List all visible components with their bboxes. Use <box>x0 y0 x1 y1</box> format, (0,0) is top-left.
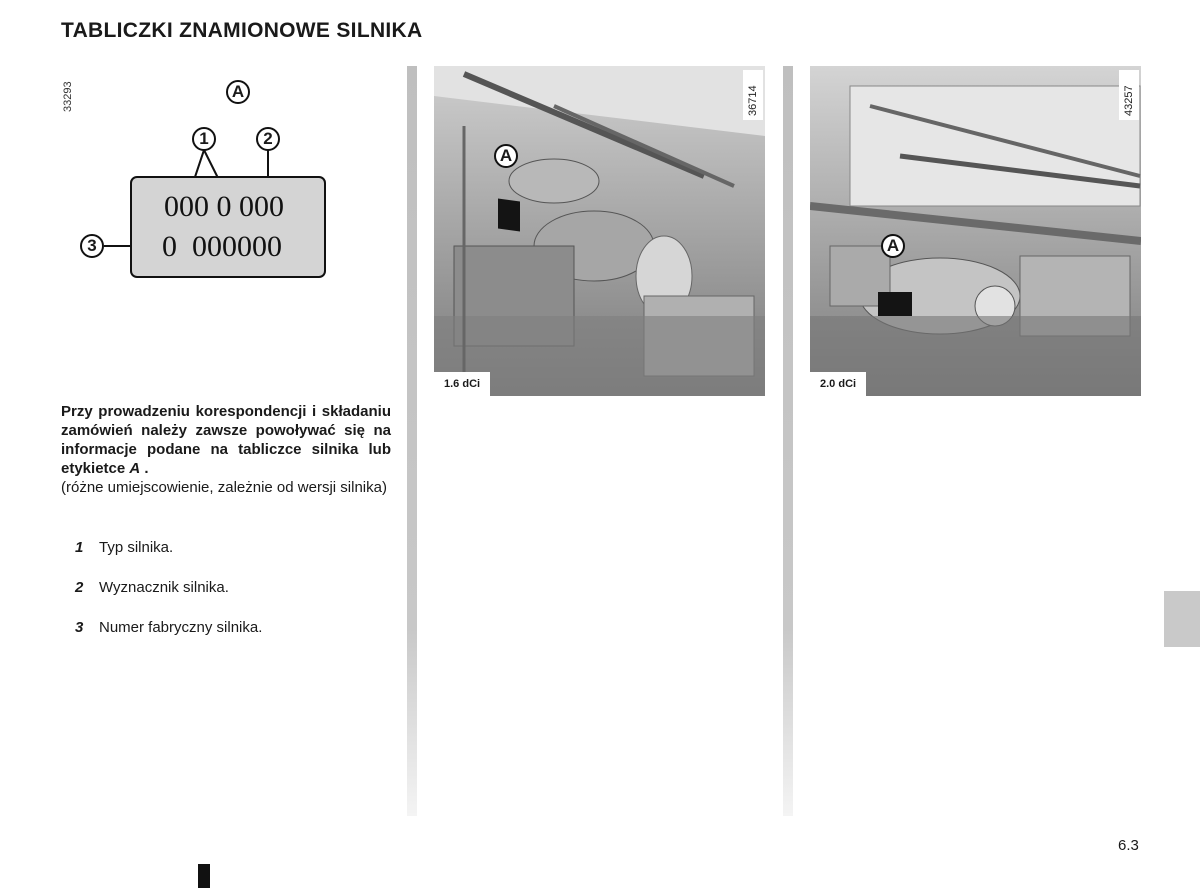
paragraph-note: (różne umiejscowienie, zależnie od wersji silnika) <box>61 479 387 496</box>
figure-code: 33293 <box>62 81 74 112</box>
item-number: 1 <box>75 539 84 556</box>
engine-caption: 1.6 dCi <box>434 372 490 396</box>
item-number: 2 <box>75 579 84 596</box>
paragraph-end: . <box>144 460 149 477</box>
label-a-circle: A <box>881 234 905 258</box>
item-label: Numer fabryczny silnika. <box>99 619 263 636</box>
plate-line-2: 0 000000 <box>162 230 282 263</box>
engine-bay-illustration <box>434 66 765 396</box>
callout-1: 1 <box>192 127 216 151</box>
item-number: 3 <box>75 619 84 636</box>
section-tab <box>1164 591 1200 647</box>
engine-plate <box>130 176 326 278</box>
list-item <box>75 619 262 636</box>
column-divider <box>407 66 417 816</box>
label-a-circle: A <box>226 80 250 104</box>
engine-photo-1-6-dci <box>434 66 765 396</box>
page-title: TABLICZKI ZNAMIONOWE SILNIKA <box>61 19 423 42</box>
label-a-circle: A <box>494 144 518 168</box>
callout-2: 2 <box>256 127 280 151</box>
engine-bay-illustration <box>810 66 1141 396</box>
list-item <box>75 579 229 596</box>
paragraph-bold: Przy prowadzeniu korespondencji i składaniu zamówień należy zawsze powoływać się na informacje podane na tabliczce silnika lub etykietce <box>61 403 391 477</box>
paragraph-ref: A <box>129 460 141 477</box>
plate-line-1: 000 0 000 <box>164 190 284 223</box>
instruction-paragraph <box>61 402 391 497</box>
edge-mark <box>198 864 210 888</box>
item-label: Typ silnika. <box>99 539 174 556</box>
item-label: Wyznacznik silnika. <box>99 579 229 596</box>
engine-caption: 2.0 dCi <box>810 372 866 396</box>
page-number: 6.3 <box>1118 837 1139 854</box>
label-location-marker <box>498 198 520 231</box>
figure-code: 43257 <box>1119 70 1139 120</box>
engine-photo-2-0-dci <box>810 66 1141 396</box>
callout-3: 3 <box>80 234 104 258</box>
column-divider <box>783 66 793 816</box>
figure-code: 36714 <box>743 70 763 120</box>
label-location-marker <box>878 292 912 316</box>
list-item <box>75 539 173 556</box>
